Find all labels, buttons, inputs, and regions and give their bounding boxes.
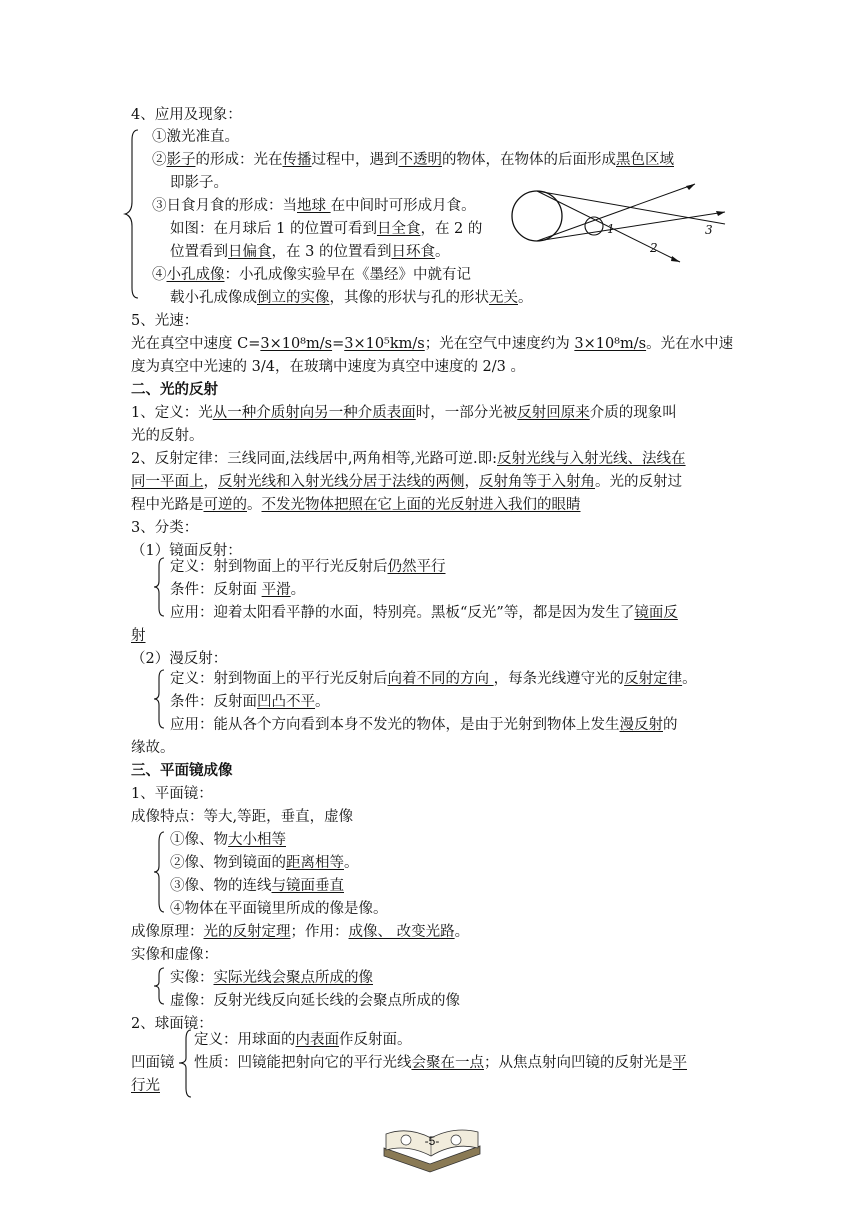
section-5-title: 5、光速： bbox=[131, 313, 199, 329]
reflection-law-2: 同一平面上，反射光线和入射光线分居于法线的两侧，反射角等于入射角。光的反射过 bbox=[131, 474, 682, 490]
item-pinhole-2: 载小孔成像成倒立的实像，其像的形状与孔的形状无关。 bbox=[170, 290, 533, 306]
spherical-mirror-title: 2、球面镜： bbox=[131, 1016, 213, 1032]
brace-section-4 bbox=[122, 128, 142, 300]
reflection-law-1: 2、反射定律：三线同面,法线居中,两角相等,光路可逆.即:反射光线与入射光线、法线在 bbox=[131, 451, 686, 467]
feature-1: ①像、物大小相等 bbox=[170, 832, 286, 848]
reflection-definition: 1、定义：光从一种介质射向另一种介质表面时，一部分光被反射回原来介质的现象叫 bbox=[131, 405, 677, 421]
light-speed-line-1: 光在真空中速度 C=3×10⁸m/s=3×10⁵km/s；光在空气中速度约为 3×10⁸m/s。光在水中速 bbox=[131, 336, 734, 352]
brace-diffuse bbox=[152, 668, 166, 730]
classification-title: 3、分类： bbox=[131, 520, 199, 536]
item-pinhole: ④小孔成像：小孔成像实验早在《墨经》中就有记 bbox=[152, 267, 471, 283]
plane-mirror-title: 1、平面镜： bbox=[131, 786, 213, 802]
feature-2: ②像、物到镜面的距离相等。 bbox=[170, 855, 359, 871]
sun-circle bbox=[512, 191, 562, 241]
item-shadow-cont: 即影子。 bbox=[170, 175, 228, 191]
diffuse-reflection-title: （2）漫反射： bbox=[131, 651, 228, 667]
feature-4: ④物体在平面镜里所成的像是像。 bbox=[170, 901, 388, 917]
position-2-label: 2 bbox=[650, 241, 658, 255]
position-3-label: 3 bbox=[705, 223, 713, 237]
reflection-law-3: 程中光路是可逆的。不发光物体把照在它上面的光反射进入我们的眼睛 bbox=[131, 497, 581, 513]
brace-real-virtual bbox=[152, 966, 166, 1006]
mirror-application: 应用：迎着太阳看平静的水面，特别亮。黑板“反光”等，都是因为发生了镜面反 bbox=[170, 605, 678, 621]
eclipse-diagram bbox=[510, 182, 735, 267]
plane-mirror-heading: 三、平面镜成像 bbox=[131, 762, 233, 779]
image-features: 成像特点：等大,等距，垂直，虚像 bbox=[131, 809, 354, 825]
item-eclipse: ③日食月食的形成：当地球 在中间时可形成月食。 bbox=[152, 198, 476, 214]
section-4-title: 4、应用及现象： bbox=[131, 107, 242, 123]
item-eclipse-2: 如图：在月球后 1 的位置可看到日全食，在 2 的 bbox=[170, 221, 483, 237]
brace-mirror bbox=[152, 556, 166, 618]
position-1-label: 1 bbox=[607, 222, 615, 236]
diffuse-application-2: 缘故。 bbox=[131, 740, 175, 756]
reflection-definition-2: 光的反射。 bbox=[131, 428, 204, 444]
imaging-principle: 成像原理：光的反射定理；作用：成像、 改变光路。 bbox=[131, 924, 470, 940]
brace-concave bbox=[177, 1028, 193, 1100]
page-number: -5- bbox=[424, 1134, 440, 1148]
diffuse-definition: 定义：射到物面上的平行光反射后向着不同的方向 ，每条光线遵守光的反射定律。 bbox=[170, 671, 697, 687]
virtual-image: 虚像：反射光线反向延长线的会聚点所成的像 bbox=[170, 993, 460, 1009]
diffuse-application: 应用：能从各个方向看到本身不发光的物体，是由于光射到物体上发生漫反射的 bbox=[170, 717, 678, 733]
book-page-number-icon bbox=[378, 1118, 486, 1176]
diffuse-condition: 条件：反射面凹凸不平。 bbox=[170, 694, 330, 710]
mirror-condition: 条件：反射面 平滑。 bbox=[170, 582, 306, 598]
brace-features bbox=[152, 830, 166, 914]
mirror-reflection-title: （1）镜面反射： bbox=[131, 543, 242, 559]
light-speed-line-2: 度为真空中光速的 3/4，在玻璃中速度为真空中速度的 2/3 。 bbox=[131, 359, 525, 375]
concave-label: 凹面镜 bbox=[131, 1055, 175, 1071]
reflection-heading: 二、光的反射 bbox=[131, 381, 218, 398]
concave-property-2: 行光 bbox=[131, 1078, 160, 1094]
item-laser: ①激光准直。 bbox=[152, 129, 239, 145]
mirror-application-2: 射 bbox=[131, 628, 146, 644]
feature-3: ③像、物的连线与镜面垂直 bbox=[170, 878, 344, 894]
item-eclipse-3: 位置看到日偏食，在 3 的位置看到日环食。 bbox=[170, 244, 450, 260]
real-image: 实像：实际光线会聚点所成的像 bbox=[170, 970, 373, 986]
mirror-definition: 定义：射到物面上的平行光反射后仍然平行 bbox=[170, 559, 446, 575]
concave-property: 性质：凹镜能把射向它的平行光线会聚在一点；从焦点射向凹镜的反射光是平 bbox=[194, 1055, 687, 1071]
item-shadow: ②影子的形成：光在传播过程中，遇到不透明的物体，在物体的后面形成黑色区域 bbox=[152, 152, 674, 168]
real-virtual-title: 实像和虚像： bbox=[131, 947, 218, 963]
concave-definition: 定义：用球面的内表面作反射面。 bbox=[194, 1032, 412, 1048]
